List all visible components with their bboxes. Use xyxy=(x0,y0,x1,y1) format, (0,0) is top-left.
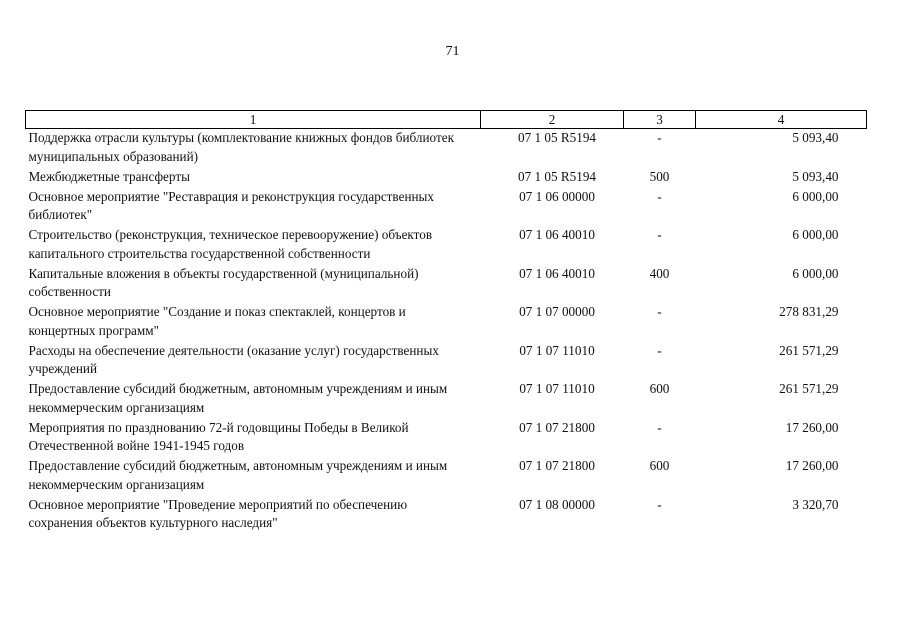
row-type-cell: 500 xyxy=(649,168,670,184)
row-type-cell: - xyxy=(657,188,662,204)
row-code-cell: 07 1 08 00000 xyxy=(519,496,595,512)
row-code-cell: 07 1 06 40010 xyxy=(519,227,595,242)
row-type-cell: 400 xyxy=(649,265,670,281)
column-header-amount: 4 xyxy=(696,111,867,129)
row-code-cell: 07 1 05 R5194 xyxy=(517,168,597,184)
row-amount-cell: 5 093,40 xyxy=(792,168,839,184)
row-name-cell: Мероприятия по празднованию 72-й годовщины Победы в Великой Отечественной войне 1941-1945 годов xyxy=(28,419,409,453)
row-name-cell: Основное мероприятие "Создание и показ спектаклей, концертов и концертных программ" xyxy=(28,304,406,338)
row-type-cell: 600 xyxy=(649,458,670,473)
row-type-cell: - xyxy=(657,342,662,358)
row-amount-cell: 6 000,00 xyxy=(792,227,839,242)
row-type-cell: - xyxy=(657,496,662,512)
budget-table xyxy=(25,110,867,534)
row-name-cell: Предоставление субсидий бюджетным, автономным учреждениям и иным некоммерческим организациям xyxy=(28,381,448,415)
row-name-cell: Основное мероприятие "Проведение мероприятий по обеспечению сохранения объектов культурного наследия" xyxy=(28,496,408,530)
table-row xyxy=(26,168,867,188)
row-amount-cell: 17 260,00 xyxy=(785,419,839,435)
row-code-cell: 07 1 05 R5194 xyxy=(517,130,597,145)
table-row xyxy=(26,188,867,227)
row-type-cell: - xyxy=(657,130,662,145)
table-row xyxy=(26,265,867,304)
row-amount-cell: 6 000,00 xyxy=(792,188,839,204)
row-amount-cell: 5 093,40 xyxy=(792,130,839,145)
row-type-cell: 600 xyxy=(649,381,670,396)
row-code-cell: 07 1 07 21800 xyxy=(519,458,595,473)
column-header-code: 2 xyxy=(481,111,624,129)
row-name-cell: Поддержка отрасли культуры (комплектование книжных фондов библиотек муниципальных образований) xyxy=(28,130,454,164)
row-amount-cell: 3 320,70 xyxy=(792,496,839,512)
table-row xyxy=(26,419,867,458)
row-name-cell: Строительство (реконструкция, техническое перевооружение) объектов капитального строительства государственной собственности xyxy=(28,227,433,261)
row-code-cell: 07 1 06 40010 xyxy=(519,265,595,281)
table-row xyxy=(26,342,867,381)
row-name-cell: Капитальные вложения в объекты государственной (муниципальной) собственности xyxy=(28,265,419,299)
row-name-cell: Основное мероприятие "Реставрация и реконструкция государственных библиотек" xyxy=(28,188,435,222)
table-row xyxy=(26,226,867,265)
row-type-cell: - xyxy=(657,227,662,242)
row-code-cell: 07 1 07 21800 xyxy=(519,419,595,435)
row-amount-cell: 278 831,29 xyxy=(779,304,839,319)
page-number: 71 xyxy=(445,44,460,59)
row-name-cell: Предоставление субсидий бюджетным, автономным учреждениям и иным некоммерческим организациям xyxy=(28,458,448,492)
column-header-name: 1 xyxy=(26,111,481,129)
table-header-row xyxy=(26,111,867,129)
table-row xyxy=(26,303,867,342)
row-code-cell: 07 1 07 11010 xyxy=(519,342,595,358)
column-header-type: 3 xyxy=(624,111,696,129)
row-type-cell: - xyxy=(657,304,662,319)
table-row xyxy=(26,380,867,419)
row-name-cell: Межбюджетные трансферты xyxy=(28,168,190,184)
row-code-cell: 07 1 06 00000 xyxy=(519,188,595,204)
row-code-cell: 07 1 07 11010 xyxy=(519,381,595,396)
row-amount-cell: 261 571,29 xyxy=(779,342,839,358)
row-name-cell: Расходы на обеспечение деятельности (оказание услуг) государственных учреждений xyxy=(28,342,439,376)
row-type-cell: - xyxy=(657,419,662,435)
row-amount-cell: 17 260,00 xyxy=(785,458,839,473)
row-amount-cell: 6 000,00 xyxy=(792,265,839,281)
table-row xyxy=(26,496,867,535)
table-row xyxy=(26,129,867,168)
row-code-cell: 07 1 07 00000 xyxy=(519,304,595,319)
table-row xyxy=(26,457,867,496)
row-amount-cell: 261 571,29 xyxy=(779,381,839,396)
